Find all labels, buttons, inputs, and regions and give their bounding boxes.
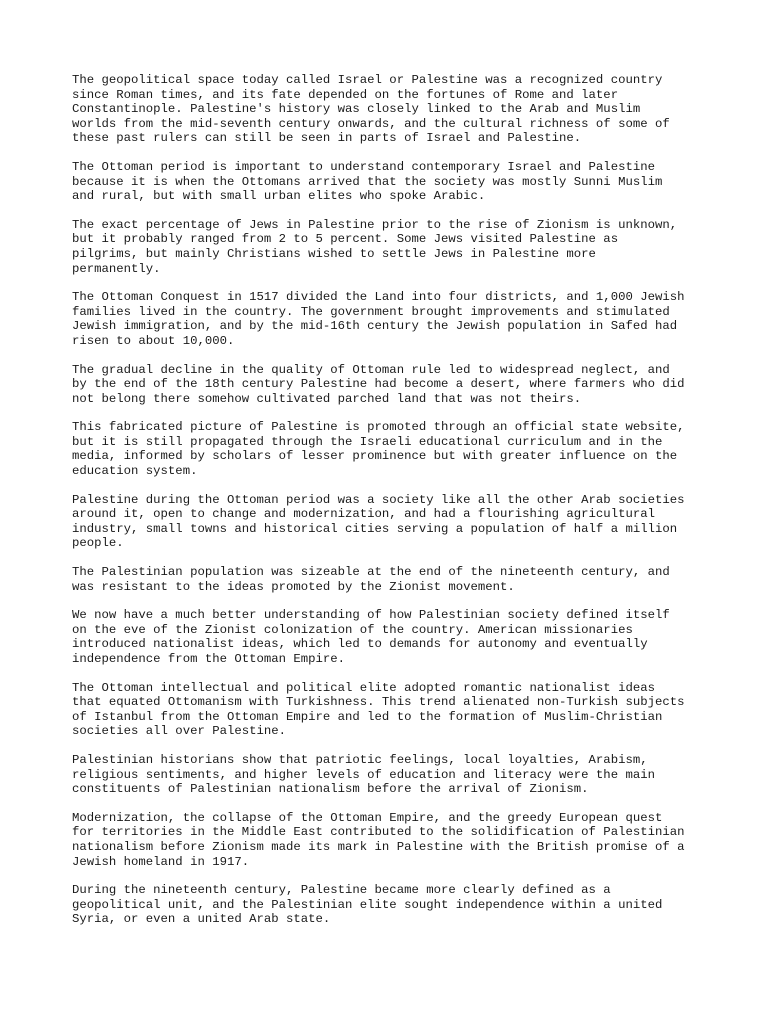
paragraph — [72, 608, 712, 666]
text-line: The exact percentage of Jews in Palestine prior to the rise of Zionism is unknown, — [72, 217, 678, 232]
paragraph — [72, 681, 712, 739]
text-line: introduced nationalist ideas, which led to demands for autonomy and eventually — [72, 637, 648, 652]
text-line: The Palestinian population was sizeable at the end of the nineteenth century, and — [72, 565, 670, 580]
text-line: of Istanbul from the Ottoman Empire and led to the formation of Muslim-Christian — [72, 709, 663, 724]
text-line: Jewish homeland in 1917. — [72, 854, 250, 869]
text-line: The Ottoman Conquest in 1517 divided the Land into four districts, and 1,000 Jewish — [72, 290, 685, 305]
text-line: Constantinople. Palestine's history was closely linked to the Arab and Muslim — [72, 102, 641, 117]
paragraph — [72, 883, 712, 927]
text-line: industry, small towns and historical cities serving a population of half a million — [72, 521, 678, 536]
text-line: since Roman times, and its fate depended on the fortunes of Rome and later — [72, 87, 619, 102]
paragraph — [72, 160, 712, 204]
text-line: families lived in the country. The government brought improvements and stimulated — [72, 304, 670, 319]
text-line: but it is still propagated through the Israeli educational curriculum and in the — [72, 434, 663, 449]
text-line: these past rulers can still be seen in parts of Israel and Palestine. — [72, 131, 582, 146]
paragraph — [72, 753, 712, 797]
text-line: worlds from the mid-seventh century onwards, and the cultural richness of some of — [72, 116, 670, 131]
text-line: pilgrims, but mainly Christians wished to settle Jews in Palestine more — [72, 246, 596, 261]
text-line: media, informed by scholars of lesser prominence but with greater influence on the — [72, 449, 678, 464]
paragraph — [72, 290, 712, 348]
text-line: nationalism before Zionism made its mark in Palestine with the British promise of a — [72, 839, 685, 854]
paragraph — [72, 218, 712, 276]
text-line: on the eve of the Zionist colonization of the country. American missionaries — [72, 622, 633, 637]
text-line: constituents of Palestinian nationalism before the arrival of Zionism. — [72, 782, 589, 797]
text-line: geopolitical unit, and the Palestinian elite sought independence within a united — [72, 897, 663, 912]
text-line: around it, open to change and modernization, and had a flourishing agricultural — [72, 507, 655, 522]
text-line: risen to about 10,000. — [72, 333, 235, 348]
text-line: people. — [72, 536, 124, 551]
text-line: We now have a much better understanding of how Palestinian society defined itself — [72, 608, 670, 623]
text-line: During the nineteenth century, Palestine became more clearly defined as a — [72, 883, 611, 898]
text-line: independence from the Ottoman Empire. — [72, 652, 346, 666]
text-line: because it is when the Ottomans arrived that the society was mostly Sunni Muslim — [72, 174, 663, 189]
text-line: Modernization, the collapse of the Ottoman Empire, and the greedy European quest — [72, 810, 663, 825]
text-line: Palestine during the Ottoman period was a society like all the other Arab societies — [72, 492, 685, 507]
text-line: This fabricated picture of Palestine is promoted through an official state website, — [72, 420, 685, 435]
paragraph — [72, 811, 712, 869]
text-line: religious sentiments, and higher levels of education and literacy were the main — [72, 767, 655, 782]
text-line: societies all over Palestine. — [72, 724, 287, 739]
text-line: not belong there somehow cultivated parched land that was not theirs. — [72, 391, 582, 406]
text-line: but it probably ranged from 2 to 5 percent. Some Jews visited Palestine as — [72, 232, 619, 247]
text-line: that equated Ottomanism with Turkishness. This trend alienated non-Turkish subjects — [72, 695, 685, 710]
paragraph — [72, 565, 712, 594]
text-line: and rural, but with small urban elites who spoke Arabic. — [72, 189, 486, 204]
text-line: Palestinian historians show that patriotic feelings, local loyalties, Arabism, — [72, 752, 648, 767]
text-line: education system. — [72, 464, 198, 479]
document-page — [72, 73, 712, 941]
paragraph — [72, 420, 712, 478]
text-line: permanently. — [72, 261, 161, 276]
text-line: The gradual decline in the quality of Ottoman rule led to widespread neglect, and — [72, 362, 670, 377]
text-line: The Ottoman period is important to understand contemporary Israel and Palestine — [72, 159, 655, 174]
text-line: The geopolitical space today called Israel or Palestine was a recognized country — [72, 73, 663, 87]
text-line: The Ottoman intellectual and political elite adopted romantic nationalist ideas — [72, 680, 655, 695]
paragraph — [72, 493, 712, 551]
text-line: was resistant to the ideas promoted by the Zionist movement. — [72, 579, 515, 594]
paragraph — [72, 73, 712, 146]
text-line: by the end of the 18th century Palestine had become a desert, where farmers who did — [72, 377, 685, 392]
text-line: Syria, or even a united Arab state. — [72, 912, 331, 927]
paragraph — [72, 363, 712, 407]
text-line: Jewish immigration, and by the mid-16th century the Jewish population in Safed had — [72, 319, 678, 334]
text-line: for territories in the Middle East contributed to the solidification of Palestinian — [72, 825, 685, 840]
